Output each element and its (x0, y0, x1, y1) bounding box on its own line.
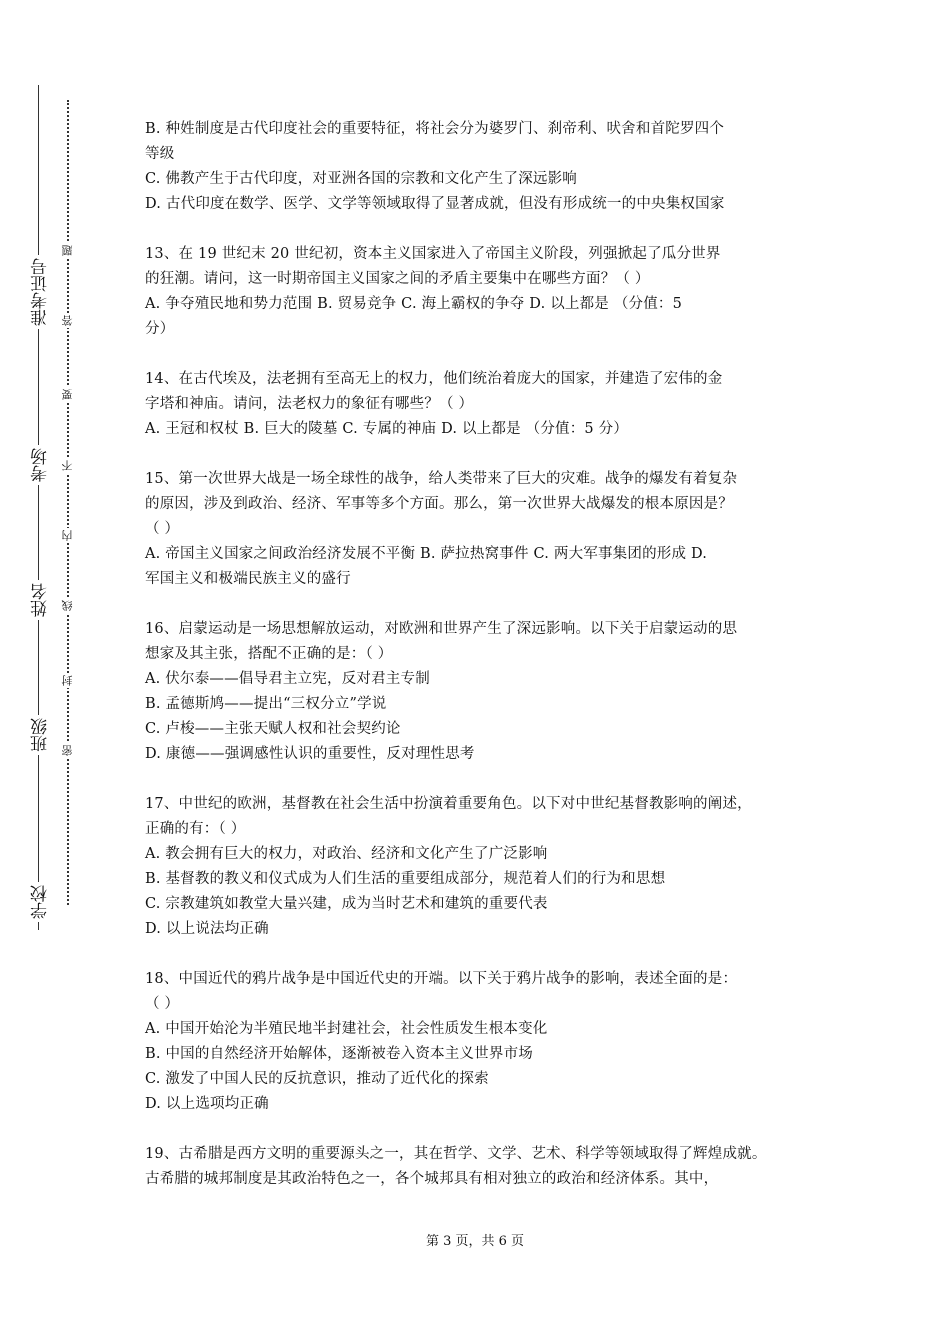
seal-dotted-line (67, 100, 69, 905)
seal-char: 线 (61, 600, 74, 611)
text-line: C. 激发了中国人民的反抗意识，推动了近代化的探索 (145, 1071, 489, 1087)
text-line: 13、在 19 世纪末 20 世纪初，资本主义国家进入了帝国主义阶段，列强掀起了瓜分世界 (145, 246, 721, 262)
text-line: 等级 (145, 146, 175, 162)
field-name: 姓名 (28, 580, 53, 620)
text-line: A. 伏尔泰——倡导君主立宪，反对君主专制 (145, 671, 430, 687)
text-line: C. 卢梭——主张天赋人权和社会契约论 (145, 721, 401, 737)
text-line: A. 争夺殖民地和势力范围 B. 贸易竞争 C. 海上霸权的争夺 D. 以上都是 （分值：5 (145, 296, 683, 312)
text-line: 17、中世纪的欧洲，基督教在社会生活中扮演着重要角色。以下对中世纪基督教影响的阐述， (145, 796, 752, 812)
text-line: C. 佛教产生于古代印度，对亚洲各国的宗教和文化产生了深远影响 (145, 171, 577, 187)
text-line: A. 教会拥有巨大的权力，对政治、经济和文化产生了广泛影响 (145, 846, 548, 862)
text-line: 16、启蒙运动是一场思想解放运动，对欧洲和世界产生了深远影响。以下关于启蒙运动的思 (145, 621, 738, 637)
text-line: 分） (145, 321, 175, 337)
text-line: B. 种姓制度是古代印度社会的重要特征，将社会分为婆罗门、刹帝利、吠舍和首陀罗四个 (145, 121, 725, 137)
text-line: （ ） (145, 996, 180, 1012)
text-line: B. 孟德斯鸠——提出“三权分立”学说 (145, 696, 387, 712)
text-line: D. 以上选项均正确 (145, 1096, 269, 1112)
text-line: B. 中国的自然经济开始解体，逐渐被卷入资本主义世界市场 (145, 1046, 533, 1062)
question-content (145, 117, 825, 1217)
field-school: 学校 (28, 882, 53, 922)
question-block (145, 117, 825, 217)
question-block (145, 467, 825, 592)
text-line: 古希腊的城邦制度是其政治特色之一，各个城邦具有相对独立的政治和经济体系。其中， (145, 1171, 719, 1187)
seal-char: 不 (61, 460, 74, 471)
field-exam-id: 准考证号 (28, 255, 53, 329)
text-line: 18、中国近代的鸦片战争是中国近代史的开端。以下关于鸦片战争的影响，表述全面的是： (145, 971, 738, 987)
question-block (145, 1142, 825, 1192)
text-line: 想家及其主张，搭配不正确的是：（ ） (145, 646, 393, 662)
question-block (145, 967, 825, 1117)
text-line: A. 王冠和权杖 B. 巨大的陵墓 C. 专属的神庙 D. 以上都是 （分值：5 分） (145, 421, 629, 437)
question-block (145, 242, 825, 342)
text-line: 字塔和神庙。请问，法老权力的象征有哪些？（ ） (145, 396, 474, 412)
text-line: D. 以上说法均正确 (145, 921, 269, 937)
text-line: D. 康德——强调感性认识的重要性，反对理性思考 (145, 746, 475, 762)
seal-char: 密 (61, 745, 74, 756)
seal-char: 封 (61, 675, 74, 686)
question-block (145, 792, 825, 942)
text-line: 15、第一次世界大战是一场全球性的战争，给人类带来了巨大的灾难。战争的爆发有着复杂 (145, 471, 738, 487)
text-line: C. 宗教建筑如教堂大量兴建，成为当时艺术和建筑的重要代表 (145, 896, 548, 912)
seal-char: 答 (61, 315, 74, 326)
question-block (145, 367, 825, 442)
field-exam-room: 考场 (28, 445, 53, 485)
text-line: A. 中国开始沦为半殖民地半封建社会，社会性质发生根本变化 (145, 1021, 548, 1037)
text-line: 19、古希腊是西方文明的重要源头之一，其在哲学、文学、艺术、科学等领域取得了辉煌成就。 (145, 1146, 767, 1162)
text-line: 军国主义和极端民族主义的盛行 (145, 571, 351, 587)
text-line: 14、在古代埃及，法老拥有至高无上的权力，他们统治着庞大的国家，并建造了宏伟的金 (145, 371, 723, 387)
seal-char: 要 (61, 389, 74, 400)
text-line: 正确的有：（ ） (145, 821, 246, 837)
question-block (145, 617, 825, 767)
text-line: B. 基督教的教义和仪式成为人们生活的重要组成部分，规范着人们的行为和思想 (145, 871, 666, 887)
text-line: 的狂潮。请问，这一时期帝国主义国家之间的矛盾主要集中在哪些方面？（ ） (145, 271, 650, 287)
text-line: （ ） (145, 521, 180, 537)
margin-rule (38, 85, 39, 930)
text-line: 的原因，涉及到政治、经济、军事等多个方面。那么，第一次世界大战爆发的根本原因是？ (145, 496, 733, 512)
field-class: 班级 (28, 715, 53, 755)
seal-char: 内 (61, 530, 74, 541)
text-line: A. 帝国主义国家之间政治经济发展不平衡 B. 萨拉热窝事件 C. 两大军事集团的形成 D. (145, 546, 708, 562)
text-line: D. 古代印度在数学、医学、文学等领域取得了显著成就，但没有形成统一的中央集权国家 (145, 196, 725, 212)
page-footer: 第 3 页，共 6 页 (425, 1234, 525, 1249)
seal-char: 题 (61, 245, 74, 256)
